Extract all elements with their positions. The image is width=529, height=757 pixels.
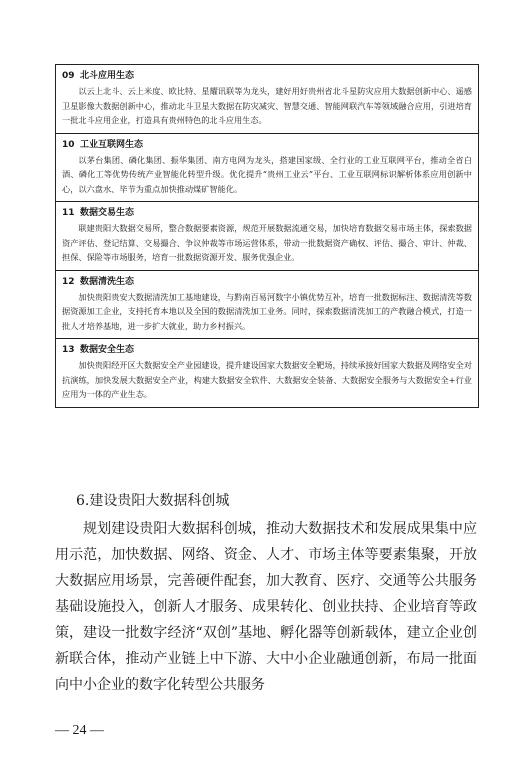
table-row: [56, 202, 478, 271]
row-number: 09: [62, 71, 75, 81]
row-number: 11: [62, 208, 75, 218]
row-body: 加快贵阳经开区大数据安全产业园建设，提升建设国家大数据安全靶场，持续承接好国家大数据及网络安全对抗演练，加快发展大数据安全产业，构建大数据安全软件、大数据安全装备、大数据安全服务与大数据安全+行业应用为一体的产业生态。: [62, 360, 472, 399]
ecosystem-table: [55, 64, 479, 408]
row-number: 13: [62, 345, 75, 355]
row-title-text: 北斗应用生态: [80, 71, 135, 81]
section-heading: 6.建设贵阳大数据科创城: [76, 493, 230, 509]
row-title: [62, 343, 472, 358]
table-row: [56, 339, 478, 408]
table-row: [56, 65, 478, 134]
row-body: 加快贵阳贵安大数据清洗加工基地建设，与黔南百易河数字小镇优势互补，培育一批数据标注、数据清洗等数据资源加工企业，支持托育本地以及全国的数据清洗加工业务。同时，探索数据清洗加工的产教融合模式，打造一批人才培养基地，进一步扩大就业，助力乡村振兴。: [62, 291, 472, 331]
section-paragraph: 规划建设贵阳大数据科创城，推动大数据技术和发展成果集中应用示范，加快数据、网络、资金、人才、市场主体等要素集聚，开放大数据应用场景，完善硬件配套，加大教育、医疗、交通等公共服务基础设施投入，创新人才服务、成果转化、创业扶持、企业培育等政策，建设一批数字经济“双创”基地、孵化器等创新载体，建立企业创新联合体，推动产业链上中下游、大中小企业融通创新，布局一批面向中小企业的数字化转型公共服务: [55, 521, 477, 693]
row-body: 以茅台集团、磷化集团、振华集团、南方电网为龙头，搭建国家级、全行业的工业互联网平台，推动全省白酒、磷化工等优势传统产业智能化转型升级。优化提升“贵州工业云”平台、工业互联网标识解析体系应用创新中心，以六盘水、毕节为重点加快推动煤矿智能化。: [62, 154, 472, 194]
row-title: [62, 206, 472, 221]
row-body: 以云上北斗、云上米度、欧比特、星耀讯联等为龙头，建好用好贵州省北斗星防灾应用大数据创新中心、遥感卫星影像大数据创新中心，推动北斗卫星大数据在防灾减灾、智慧交通、智能网联汽车等领域融合应用，引进培育一批北斗应用企业，打造具有贵州特色的北斗应用生态。: [62, 86, 472, 125]
row-number: 10: [62, 139, 75, 150]
row-title: [62, 69, 472, 84]
table-row: [56, 271, 478, 340]
page-number: — 24 —: [55, 723, 104, 738]
row-title: [62, 138, 472, 153]
row-title-text: 数据清洗生态: [80, 276, 135, 287]
row-number: 12: [62, 276, 75, 287]
table-row: [56, 134, 478, 203]
row-title-text: 工业互联网生态: [80, 139, 144, 150]
row-body: 联建贵阳大数据交易所，整合数据要素资源，规范开展数据流通交易，加快培育数据交易市场主体，探索数据资产评估、登记结算、交易撮合、争议仲裁等市场运营体系，带动一批数据资产确权、评估、撮合、审计、仲裁、担保、保险等市场服务，培育一批数据资源开发、服务优强企业。: [62, 223, 472, 262]
row-title: [62, 275, 472, 290]
row-title-text: 数据交易生态: [80, 208, 135, 218]
row-title-text: 数据安全生态: [80, 345, 135, 355]
